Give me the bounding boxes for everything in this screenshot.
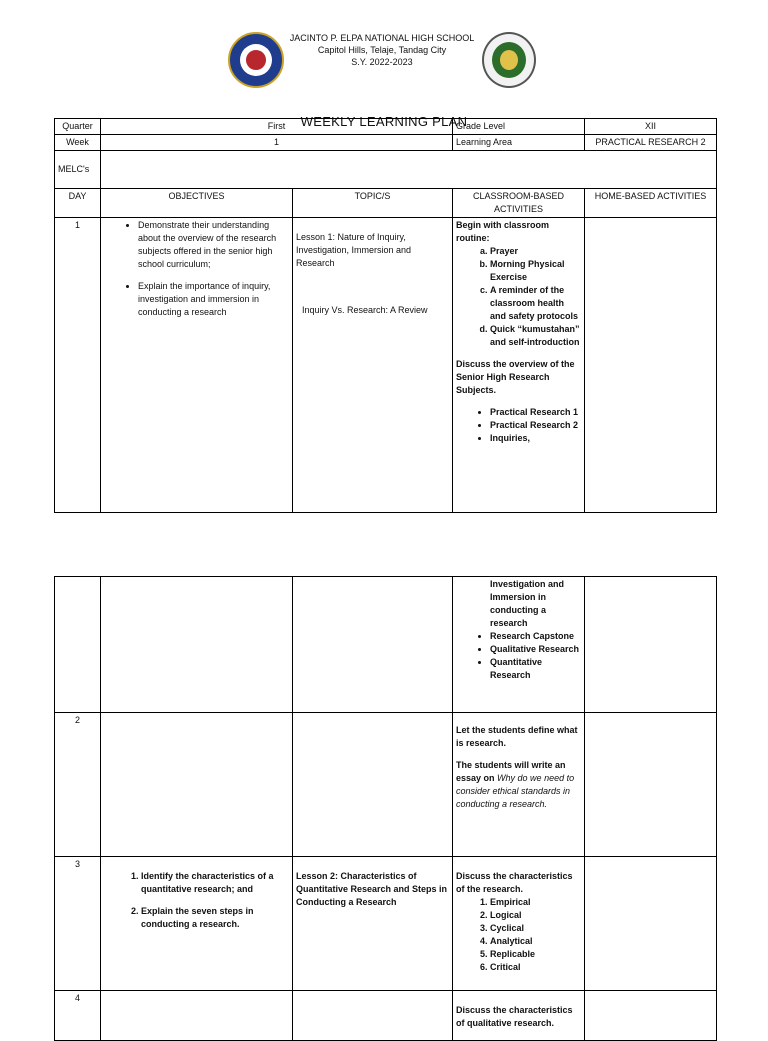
characteristic-item: 4. Analytical <box>490 935 581 948</box>
day-2-number: 2 <box>55 713 101 857</box>
essay-task-lead: The students will write an essay on <box>456 760 566 783</box>
research-item: • Research Capstone <box>490 630 581 643</box>
school-address: Capitol Hills, Telaje, Tandag City <box>317 45 447 55</box>
routine-intro: Begin with classroom routine: <box>456 220 550 243</box>
objective-item: • Demonstrate their understanding about the overview of the research subjects offered in the senior high school curriculum; <box>138 219 289 271</box>
routine-item: a. Prayer <box>490 245 581 258</box>
characteristic-item: 5. Replicable <box>490 948 581 961</box>
column-header-row <box>55 189 717 218</box>
day-1-objectives <box>101 218 293 513</box>
essay-question: Why do we need to consider ethical standards in conducting a research. <box>456 773 575 809</box>
day-3-topics <box>293 857 453 991</box>
quarter-row <box>55 119 717 135</box>
day-2-classroom-activities <box>453 713 585 857</box>
define-research-text: Let the students define what is research. <box>456 725 578 748</box>
col-classroom-activities: CLASSROOM-BASED ACTIVITIES <box>453 189 585 218</box>
school-year: S.Y. 2022-2023 <box>351 57 413 67</box>
subject-item: • Inquiries, <box>490 432 581 445</box>
melc-label: MELC's <box>55 151 101 189</box>
continued-activities <box>453 577 585 713</box>
grade-level-value: XII <box>585 119 717 135</box>
topic-main: Lesson 2: Characteristics of Quantitative Research and Steps in Conducting a Research <box>296 871 448 907</box>
characteristics-intro: Discuss the characteristics of the research. <box>456 871 573 894</box>
day-4-row <box>55 991 717 1041</box>
col-home-activities: HOME-BASED ACTIVITIES <box>585 189 717 218</box>
learning-plan-table-continued <box>54 576 717 1041</box>
learning-area-value: PRACTICAL RESEARCH 2 <box>585 135 717 151</box>
week-value: 1 <box>101 135 453 151</box>
continued-row <box>55 577 717 713</box>
day-1-classroom-activities <box>453 218 585 513</box>
routine-item: c. A reminder of the classroom health and safety protocols <box>490 284 581 323</box>
objective-item: • Explain the importance of inquiry, investigation and immersion in conducting a research <box>138 280 289 319</box>
day-2-row <box>55 713 717 857</box>
routine-item: d. Quick “kumustahan” and self-introduction <box>490 323 581 349</box>
characteristic-item: 1. Empirical <box>490 896 581 909</box>
learning-plan-table <box>54 118 717 513</box>
melc-row <box>55 151 717 189</box>
qualitative-intro: Discuss the characteristics of qualitative research. <box>456 1005 573 1028</box>
characteristic-item: 3. Cyclical <box>490 922 581 935</box>
quarter-value: First <box>101 119 453 135</box>
day-4-number: 4 <box>55 991 101 1041</box>
day-3-number: 3 <box>55 857 101 991</box>
topic-main: Lesson 1: Nature of Inquiry, Investigation, Immersion and Research <box>296 232 412 268</box>
continued-text: Investigation and Immersion in conducting a research <box>490 579 565 628</box>
day-1-number: 1 <box>55 218 101 513</box>
school-name: JACINTO P. ELPA NATIONAL HIGH SCHOOL <box>289 33 475 43</box>
research-item: • Qualitative Research <box>490 643 581 656</box>
objective-item: 1. Identify the characteristics of a quantitative research; and <box>141 870 289 896</box>
col-objectives: OBJECTIVES <box>101 189 293 218</box>
quarter-label: Quarter <box>55 119 101 135</box>
research-item: • Quantitative Research <box>490 656 581 682</box>
characteristic-item: 6. Critical <box>490 961 581 974</box>
melc-value <box>101 151 717 189</box>
school-info <box>284 32 480 68</box>
day-3-classroom-activities <box>453 857 585 991</box>
col-topics: TOPIC/S <box>293 189 453 218</box>
grade-level-label: Grade Level <box>453 119 585 135</box>
day-4-classroom-activities <box>453 991 585 1041</box>
routine-item: b. Morning Physical Exercise <box>490 258 581 284</box>
col-day: DAY <box>55 189 101 218</box>
day-1-row <box>55 218 717 513</box>
week-row <box>55 135 717 151</box>
document-title: WEEKLY LEARNING PLAN <box>300 114 468 129</box>
essay-task <box>456 759 581 811</box>
week-label: Week <box>55 135 101 151</box>
characteristic-item: 2. Logical <box>490 909 581 922</box>
school-seal-icon <box>482 32 536 88</box>
day-3-row <box>55 857 717 991</box>
day-1-home-activities <box>585 218 717 513</box>
day-3-objectives <box>101 857 293 991</box>
topic-sub: Inquiry Vs. Research: A Review <box>302 305 428 315</box>
subject-item: • Practical Research 1 <box>490 406 581 419</box>
overview-text: Discuss the overview of the Senior High Research Subjects. <box>456 359 575 395</box>
learning-area-label: Learning Area <box>453 135 585 151</box>
subject-item: • Practical Research 2 <box>490 419 581 432</box>
objective-item: 2. Explain the seven steps in conducting a research. <box>141 905 289 931</box>
deped-seal-icon <box>228 32 284 88</box>
day-1-topics <box>293 218 453 513</box>
